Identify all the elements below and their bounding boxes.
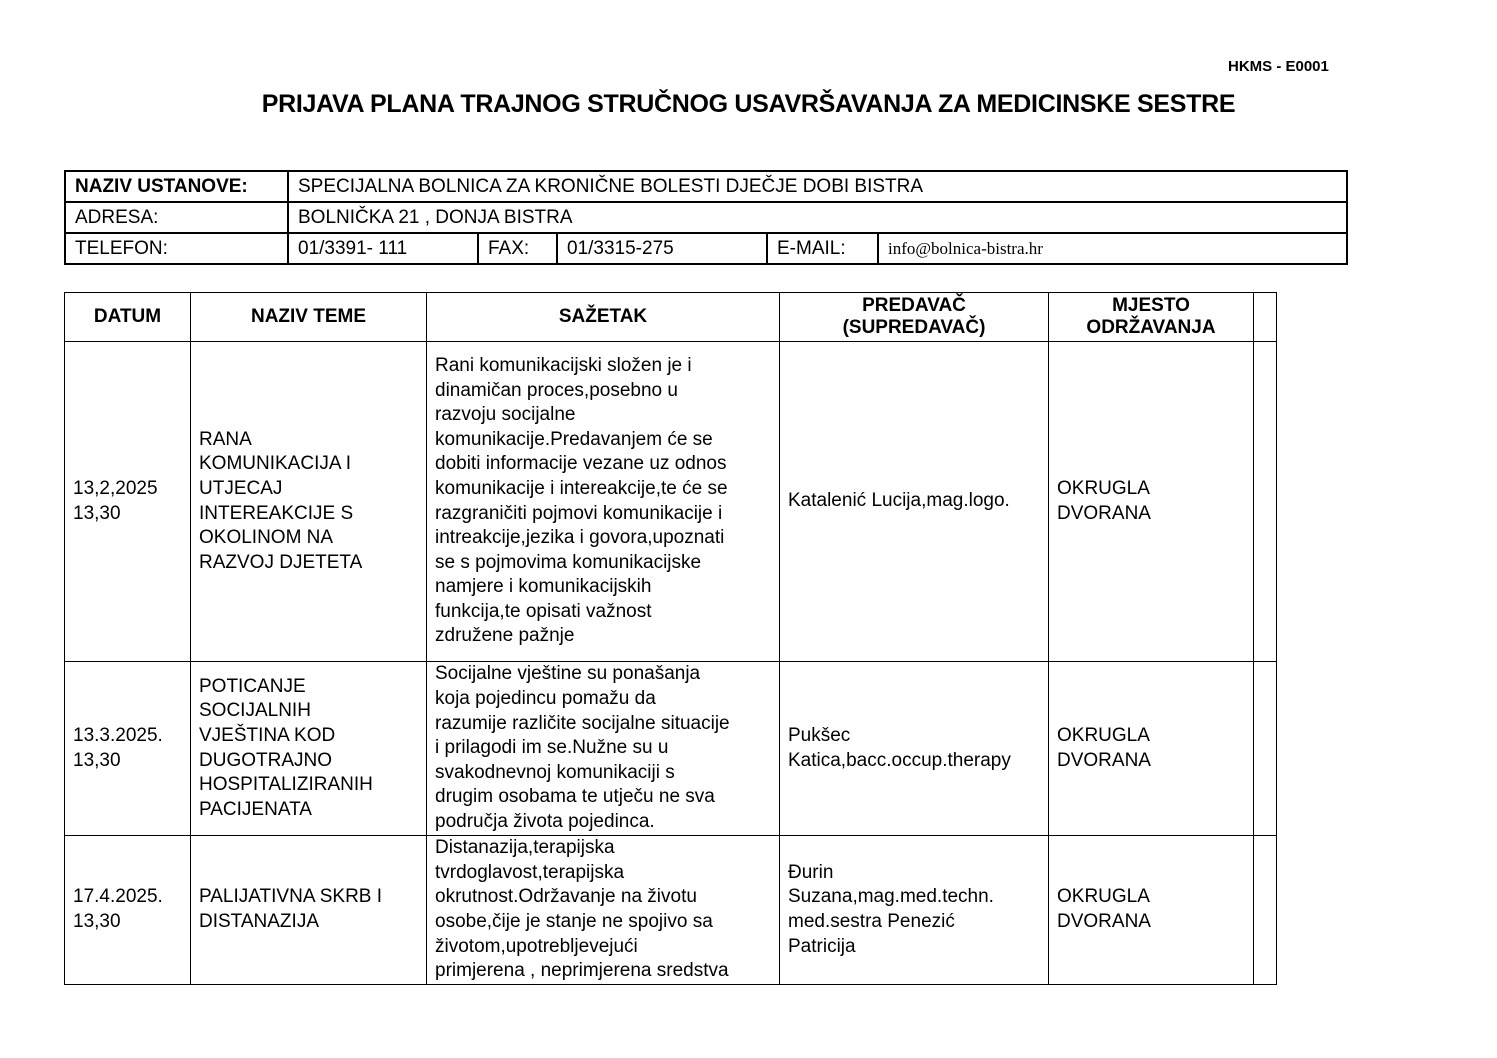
form-code: HKMS - E0001 bbox=[1228, 58, 1329, 75]
phone-value: 01/3391- 111 bbox=[288, 233, 478, 264]
institution-name-row bbox=[65, 171, 1347, 202]
page-title: PRIJAVA PLANA TRAJNOG STRUČNOG USAVRŠAVANJA ZA MEDICINSKE SESTRE bbox=[261, 90, 1236, 118]
institution-address-label: ADRESA: bbox=[65, 202, 288, 233]
row-summary: Socijalne vještine su ponašanja koja pojedincu pomažu da razumije različite socijalne situacije i prilagodi im se.Nužne su u svakodnevnoj komunikaciji s drugim osobama te utječu ne sva područja života pojedinca. bbox=[427, 662, 780, 836]
institution-name-value: SPECIJALNA BOLNICA ZA KRONIČNE BOLESTI DJEČJE DOBI BISTRA bbox=[288, 171, 1347, 202]
header-summary: SAŽETAK bbox=[427, 293, 780, 342]
row-date: 17.4.2025. 13,30 bbox=[65, 836, 191, 985]
institution-address-value: BOLNIČKA 21 , DONJA BISTRA bbox=[288, 202, 1347, 233]
institution-name-label: NAZIV USTANOVE: bbox=[65, 171, 288, 202]
row-topic: PALIJATIVNA SKRB I DISTANAZIJA bbox=[191, 836, 427, 985]
institution-address-row bbox=[65, 202, 1347, 233]
row-summary: Distanazija,terapijska tvrdoglavost,terapijska okrutnost.Održavanje na životu osobe,čije je stanje ne spojivo sa životom,upotrebljevejući primjerena , neprimjerena sredstva bbox=[427, 836, 780, 985]
row-location: OKRUGLA DVORANA bbox=[1049, 342, 1254, 662]
table-row bbox=[65, 342, 1277, 662]
row-date: 13.3.2025. 13,30 bbox=[65, 662, 191, 836]
schedule-header-row bbox=[65, 293, 1277, 342]
email-value: info@bolnica-bistra.hr bbox=[878, 233, 1347, 264]
row-topic: RANA KOMUNIKACIJA I UTJECAJ INTEREAKCIJE S OKOLINOM NA RAZVOJ DJETETA bbox=[191, 342, 427, 662]
phone-label: TELEFON: bbox=[65, 233, 288, 264]
table-row bbox=[65, 836, 1277, 985]
fax-value: 01/3315-275 bbox=[557, 233, 767, 264]
table-row bbox=[65, 662, 1277, 836]
email-label: E-MAIL: bbox=[767, 233, 878, 264]
institution-table bbox=[64, 170, 1348, 265]
row-location: OKRUGLA DVORANA bbox=[1049, 836, 1254, 985]
row-topic: POTICANJE SOCIJALNIH VJEŠTINA KOD DUGOTRAJNO HOSPITALIZIRANIH PACIJENATA bbox=[191, 662, 427, 836]
header-empty bbox=[1254, 293, 1277, 342]
row-lecturer: Pukšec Katica,bacc.occup.therapy bbox=[780, 662, 1049, 836]
header-date: DATUM bbox=[65, 293, 191, 342]
row-empty-cell bbox=[1254, 662, 1277, 836]
schedule-table bbox=[64, 292, 1277, 985]
row-empty-cell bbox=[1254, 342, 1277, 662]
row-lecturer: Đurin Suzana,mag.med.techn. med.sestra Penezić Patricija bbox=[780, 836, 1049, 985]
institution-contact-row bbox=[65, 233, 1347, 264]
row-date: 13,2,2025 13,30 bbox=[65, 342, 191, 662]
row-summary: Rani komunikacijski složen je i dinamičan proces,posebno u razvoju socijalne komunikacije.Predavanjem će se dobiti informacije vezane uz odnos komunikacije i intereakcije,te će se razgraničiti pojmovi komunikacije i intreakcije,jezika i govora,upoznati se s pojmovima komunikacijske namjere i komunikacijskih funkcija,te opisati važnost združene pažnje bbox=[427, 342, 780, 662]
header-topic: NAZIV TEME bbox=[191, 293, 427, 342]
row-empty-cell bbox=[1254, 836, 1277, 985]
header-lecturer: PREDAVAČ (SUPREDAVAČ) bbox=[780, 293, 1049, 342]
header-location: MJESTO ODRŽAVANJA bbox=[1049, 293, 1254, 342]
row-lecturer: Katalenić Lucija,mag.logo. bbox=[780, 342, 1049, 662]
row-location: OKRUGLA DVORANA bbox=[1049, 662, 1254, 836]
fax-label: FAX: bbox=[478, 233, 557, 264]
